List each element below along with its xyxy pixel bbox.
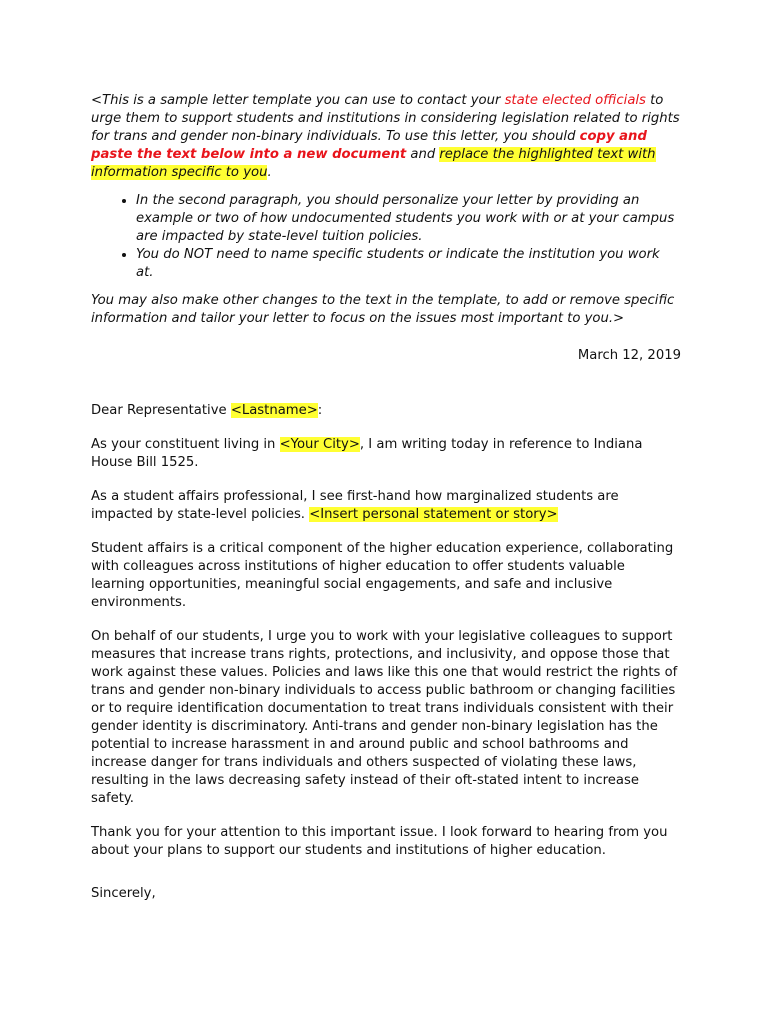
paragraph-thank-you: Thank you for your attention to this important issue. I look forward to hearing from you about your plans to support our students and institutions of higher education. [91, 825, 668, 858]
intro-text-2: to urge them to support students and institutions in considering legislation related to rights for trans and gender non-binary individuals. To use this letter, you should [91, 93, 680, 144]
instruction-bullet-item: • In the second paragraph, you should personalize your letter by providing an example or two of how undocumented students you work with or at your campus are impacted by state-level tuition policies. [136, 192, 681, 246]
template-instructions-closing: You may also make other changes to the text in the template, to add or remove specific information and tailor your letter to focus on the issues most important to you.> [91, 293, 675, 326]
paragraph-text: , I am writing today in reference to Indiana House Bill 1525. [91, 437, 643, 470]
letter-body [91, 92, 681, 903]
city-placeholder: <Your City> [279, 437, 360, 452]
paragraph-text: As a student affairs professional, I see first-hand how marginalized students are impacted by state-level policies. [91, 489, 619, 522]
state-officials-link-text: state elected officials [504, 93, 646, 108]
intro-text-1: <This is a sample letter template you can use to contact your [91, 93, 505, 108]
salutation [91, 402, 681, 420]
replace-instruction-highlight: replace the highlighted text with information specific to you [91, 147, 656, 180]
salutation-suffix: : [317, 403, 323, 418]
intro-text-4: . [267, 165, 272, 180]
instruction-bullet-list [91, 192, 681, 282]
paragraph-on-behalf: On behalf of our students, I urge you to work with your legislative colleagues to support measures that increase trans rights, protections, and inclusivity, and oppose those that work against these values. Policies and laws like this one that would restrict the rights of trans and gender non-binary individuals to access public bathroom or changing facilities or to require identification documentation to treat trans individuals consistent with their gender identity is discriminatory. Anti-trans and gender non-binary legislation has the potential to increase harassment in and around public and school bathrooms and increase danger for trans individuals and others suspected of violating these laws, resulting in the laws decreasing safety instead of their oft-stated intent to increase safety. [91, 629, 678, 806]
paragraph-constituent [91, 436, 681, 472]
lastname-placeholder: <Lastname> [230, 403, 318, 418]
paragraph-text: As your constituent living in [91, 437, 280, 452]
intro-text-3: and [406, 147, 440, 162]
letter-date: March 12, 2019 [577, 348, 681, 363]
instruction-bullet-item: • You do NOT need to name specific students or indicate the institution you work at. [136, 246, 681, 282]
copy-paste-instruction: copy and paste the text below into a new document [91, 129, 647, 162]
paragraph-student-affairs: Student affairs is a critical component of the higher education experience, collaborating with colleagues across institutions of higher education to offer students valuable learning opportunities, meaningful social engagements, and safe and inclusive environments. [91, 541, 674, 610]
letter-closing: Sincerely, [91, 886, 156, 901]
salutation-prefix: Dear Representative [91, 403, 231, 418]
template-instructions [91, 92, 681, 182]
paragraph-professional [91, 488, 681, 524]
personal-statement-placeholder: <Insert personal statement or story> [309, 507, 558, 522]
